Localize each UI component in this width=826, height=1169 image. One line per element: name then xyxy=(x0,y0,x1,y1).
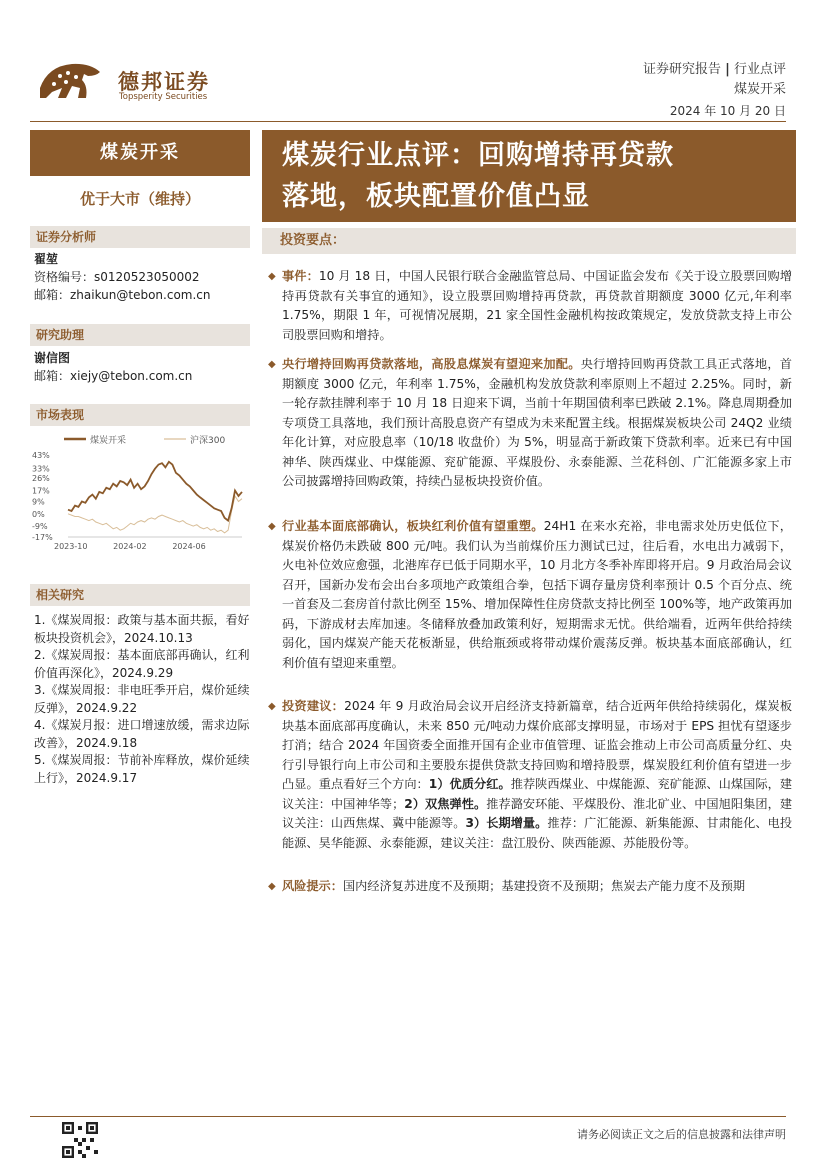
market-chart-svg xyxy=(30,427,250,557)
direction-1-text: 推荐陕西煤业、中煤能源、兖矿能源、山煤国际，建议关注：中国神华等； xyxy=(282,777,793,811)
report-type: 证券研究报告 xyxy=(642,62,721,77)
related-list xyxy=(34,612,254,787)
header-divider xyxy=(30,121,786,122)
report-category: 行业点评 xyxy=(733,62,786,77)
points-heading: 投资要点： xyxy=(262,228,796,254)
direction-2-text: 推荐潞安环能、平煤股份、淮北矿业、中国旭阳集团，建议关注：山西焦煤、冀中能源等。 xyxy=(282,796,793,830)
brand-logo-icon xyxy=(38,58,104,112)
series-line-hs300 xyxy=(68,496,242,533)
point-text: 央行增持回购再贷款工具正式落地，首期额度 3000 亿元，年利率 1.75%，金融机构发放贷款利率原则上不超过 2.25%。同时，新一轮存款挂牌利率于 10 月 18 日迎来下调，当前十年期国债利率已跌破 2.1%。降息周期叠加专项贷工具落地，我们预计高股息资产有望成为未来配置主线。根据煤炭板块公司 24Q2 业绩年化计算，对应股息率（10/18 收盘价）为 5%，明显高于新政策下贷款利率。近来已有中国神华、陕西煤业、中煤能源、兖矿能源、平煤股份、永泰能源、兰花科创、广汇能源多家上市公司披露增持回购政策，持续凸显板块投资价值。 xyxy=(282,357,792,488)
legend-label: 沪深300 xyxy=(190,436,226,446)
point-risk xyxy=(268,877,792,897)
point-text: 2024 年 9 月政治局会议开启经济支持新篇章，结合近两年供给持续弱化，煤炭板块基本面底部再度确认，未来 850 元/吨动力煤价底部支撑明显，市场对于 EPS 担忧有望逐步打消；结合 2024 年国资委全面推开国有企业市值管理、证监会推动上市公司高质量分红、央行引导银行向上市公司和主要股东提供贷款支持回购和增持股票，煤炭股红利价值有望进一步凸显。重点看好三个方向： xyxy=(282,699,793,791)
analyst-name: 翟堃 xyxy=(34,252,59,266)
analyst-block xyxy=(34,250,211,304)
y-tick-label: -17% xyxy=(32,533,53,542)
rating: 优于大市（维持） xyxy=(79,190,200,208)
y-tick-label: 9% xyxy=(32,497,45,507)
bullet-icon: ◆ xyxy=(268,359,276,370)
series-line-coal xyxy=(68,462,242,521)
footer-divider xyxy=(30,1116,786,1117)
direction-3-text: 推荐：广汇能源、新集能源、甘肃能化、电投能源、昊华能源、永泰能源，建议关注：盘江股份、陕西能源、苏能股份等。 xyxy=(282,816,793,850)
report-sector: 煤炭开采 xyxy=(733,82,786,97)
analyst-heading: 证券分析师 xyxy=(30,226,250,248)
title-line-1: 煤炭行业点评：回购增持再贷款 xyxy=(282,140,674,171)
direction-2: 2）双焦弹性。 xyxy=(404,796,487,811)
point-text: 10 月 18 日，中国人民银行联合金融监管总局、中国证监会发布《关于设立股票回购增持再贷款有关事宜的通知》，设立股票回购增持再贷款，再贷款首期额度 3000 亿元,年利率 1.75%，期限 1 年，可视情况展期，21 家全国性金融机构按政策规定，发放贷款支持上市公司股票回购和增持。 xyxy=(282,269,793,342)
point-advice xyxy=(268,697,793,853)
assistant-email: 邮箱：xiejy@tebon.com.cn xyxy=(34,369,193,383)
market-chart xyxy=(30,427,250,557)
point-fundamentals xyxy=(268,517,792,673)
bullet-icon: ◆ xyxy=(268,521,276,532)
point-label: 行业基本面底部确认，板块红利价值有望重塑。 xyxy=(282,519,544,533)
point-label: 央行增持回购再贷款落地，高股息煤炭有望迎来加配。 xyxy=(282,357,581,371)
y-tick-label: 17% xyxy=(32,486,50,496)
bullet-icon: ◆ xyxy=(268,881,276,892)
related-item[interactable]: 2.《煤炭周报：基本面底部再确认，红利价值再深化》，2024.9.29 xyxy=(34,648,250,680)
brand-name-cn: 德邦证券 xyxy=(118,70,210,94)
related-item[interactable]: 3.《煤炭周报：非电旺季开启，煤价延续反弹》，2024.9.22 xyxy=(34,683,250,715)
point-event xyxy=(268,267,793,345)
point-label: 事件： xyxy=(282,269,319,283)
x-tick-label: 2024-02 xyxy=(113,542,147,551)
related-heading: 相关研究 xyxy=(30,584,250,606)
y-tick-label: 0% xyxy=(32,509,45,519)
related-item[interactable]: 5.《煤炭周报：节前补库释放，煤价延续上行》，2024.9.17 xyxy=(34,753,250,785)
y-tick-label: 33% xyxy=(32,464,50,474)
analyst-cert: 资格编号：s0120523050002 xyxy=(34,270,200,284)
point-label: 风险提示： xyxy=(282,879,343,893)
assistant-heading: 研究助理 xyxy=(30,324,250,346)
direction-3: 3）长期增量。 xyxy=(465,816,548,830)
point-label: 投资建议： xyxy=(282,699,345,713)
brand-name-en: Topsperity Securities xyxy=(119,92,208,102)
point-policy xyxy=(268,355,792,492)
related-item[interactable]: 4.《煤炭月报：进口增速放缓，需求边际改善》，2024.9.18 xyxy=(34,718,250,750)
assistant-block xyxy=(34,349,192,385)
point-text: 国内经济复苏进度不及预期；基建投资不及预期；焦炭去产能力度不及预期 xyxy=(342,879,746,893)
report-title xyxy=(262,130,796,222)
footer-disclaimer: 请务必阅读正文之后的信息披露和法律声明 xyxy=(577,1128,786,1141)
report-date: 2024 年 10 月 20 日 xyxy=(669,104,786,118)
x-tick-label: 2024-06 xyxy=(172,542,206,551)
qr-code-icon xyxy=(62,1122,98,1158)
analyst-email: 邮箱：zhaikun@tebon.com.cn xyxy=(34,288,211,302)
direction-1: 1）优质分红。 xyxy=(428,777,511,791)
point-text: 24H1 在来水充裕，非电需求处历史低位下，煤炭价格仍未跌破 800 元/吨。我们认为当前煤价压力测试已过，往后看，水电出力减弱下，火电补位效应愈强，北港库存已低于同期水平，10 月北方冬季补库即将开启。9 月政治局会议召开，国新办发布会出台多项地产政策组合拳，包括下调存量房贷利率预计 0.5 个百分点、统一首套及二套房首付款比例至 15%、增加保障性住房贷款支持比例至 100%等，地产政策再加码，下游成材去库加速。冬储释放叠加政策利好，短期需求无忧。供给端看，近两年供给持续弱化，国内煤炭产能天花板渐显，供给瓶颈或将带动煤价震荡反弹。板块基本面底部确认，红利价值有望迎来重塑。 xyxy=(282,519,792,670)
related-item[interactable]: 1.《煤炭周报：政策与基本面共振，看好板块投资机会》，2024.10.13 xyxy=(34,613,250,645)
sector-label: 煤炭开采 xyxy=(30,130,250,176)
market-heading: 市场表现 xyxy=(30,404,250,426)
bullet-icon: ◆ xyxy=(268,701,276,712)
y-tick-label: -9% xyxy=(32,522,48,532)
title-line-2: 落地，板块配置价值凸显 xyxy=(282,181,590,212)
y-tick-label: 43% xyxy=(32,451,50,460)
legend-label: 煤炭开采 xyxy=(90,436,127,446)
report-meta: 证券研究报告 | 行业点评 煤炭开采 xyxy=(643,60,786,100)
bullet-icon: ◆ xyxy=(268,271,276,282)
y-tick-label: 26% xyxy=(32,474,50,484)
x-tick-label: 2023-10 xyxy=(54,542,88,551)
assistant-name: 谢信图 xyxy=(34,351,71,365)
